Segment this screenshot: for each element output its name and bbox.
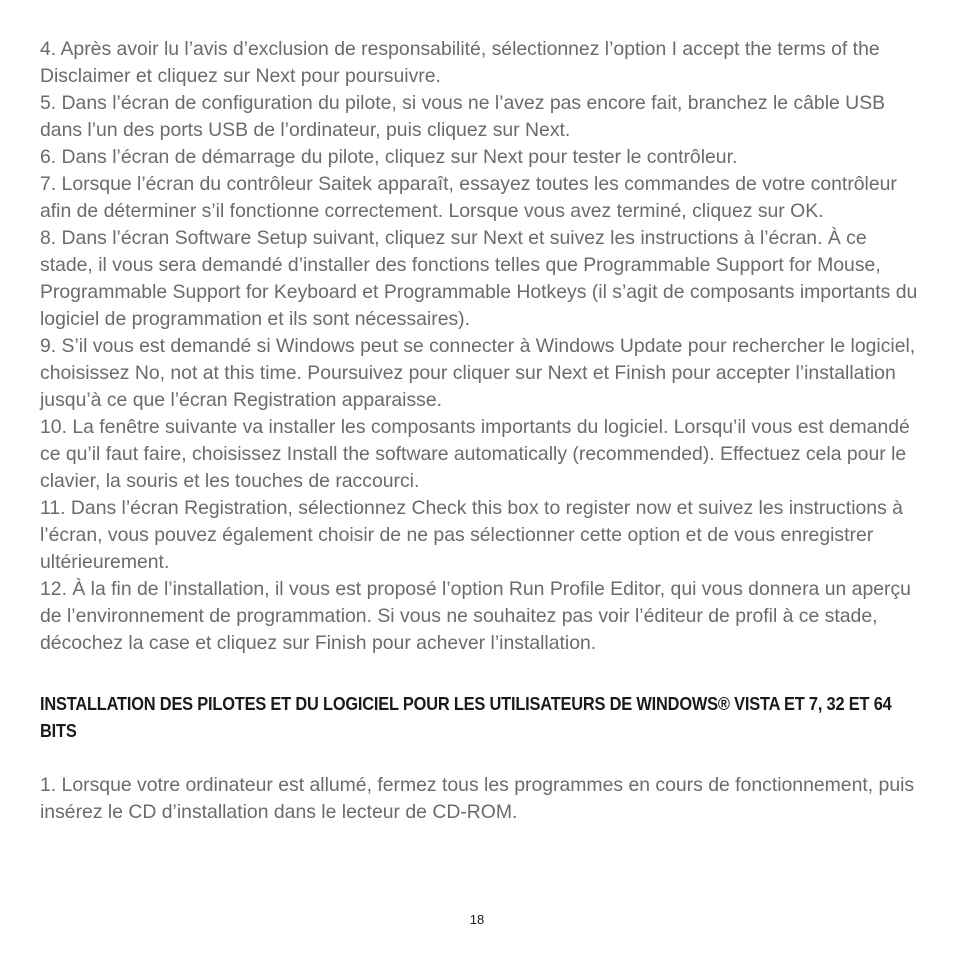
step-8: 8. Dans l’écran Software Setup suivant, cliquez sur Next et suivez les instructions à l’écran. À ce stade, il vous sera demandé d’installer des fonctions telles que Programmable Support for Mouse, Programmable Support for Keyboard et Programmable Hotkeys (il s’agit de composants importants du logiciel de programmation et ils sont nécessaires). — [40, 227, 918, 330]
step-9: 9. S’il vous est demandé si Windows peut se connecter à Windows Update pour rechercher le logiciel, choisissez No, not at this time. Poursuivez pour cliquer sur Next et Finish pour accepter l’installation jusqu’à ce que l’écran Registration apparaisse. — [40, 335, 916, 411]
step-11: 11. Dans l’écran Registration, sélectionnez Check this box to register now et suivez les instructions à l’écran, vous pouvez également choisir de ne pas sélectionner cette option et de vous enregistrer ultérieurement. — [40, 497, 903, 573]
step-6: 6. Dans l’écran de démarrage du pilote, cliquez sur Next pour tester le contrôleur. — [40, 146, 738, 168]
section-heading: INSTALLATION DES PILOTES ET DU LOGICIEL POUR LES UTILISATEURS DE WINDOWS® VISTA ET 7, 32 ET 64 BITS — [40, 694, 892, 741]
step-12: 12. À la fin de l’installation, il vous est proposé l’option Run Profile Editor, qui vous donnera un aperçu de l’environnement de programmation. Si vous ne souhaitez pas voir l’éditeur de profil à ce stade, décochez la case et cliquez sur Finish pour achever l’installation. — [40, 578, 911, 654]
step-7: 7. Lorsque l’écran du contrôleur Saitek apparaît, essayez toutes les commandes de votre contrôleur afin de déterminer s’il fonctionne correctement. Lorsque vous avez terminé, cliquez sur OK. — [40, 173, 897, 222]
manual-page-body — [40, 36, 920, 826]
section-step-1: 1. Lorsque votre ordinateur est allumé, fermez tous les programmes en cours de fonctionnement, puis insérez le CD d’installation dans le lecteur de CD-ROM. — [40, 774, 915, 823]
step-5: 5. Dans l’écran de configuration du pilote, si vous ne l’avez pas encore fait, branchez le câble USB dans l’un des ports USB de l’ordinateur, puis cliquez sur Next. — [40, 92, 886, 141]
step-4: 4. Après avoir lu l’avis d’exclusion de responsabilité, sélectionnez l’option I accept the terms of the Disclaimer et cliquez sur Next pour poursuivre. — [40, 38, 880, 87]
page-number: 18 — [469, 912, 485, 927]
step-10: 10. La fenêtre suivante va installer les composants importants du logiciel. Lorsqu’il vous est demandé ce qu’il faut faire, choisissez Install the software automatically (recommended). Effectuez cela pour le clavier, la souris et les touches de raccourci. — [40, 416, 910, 492]
section-spacer — [40, 745, 920, 772]
